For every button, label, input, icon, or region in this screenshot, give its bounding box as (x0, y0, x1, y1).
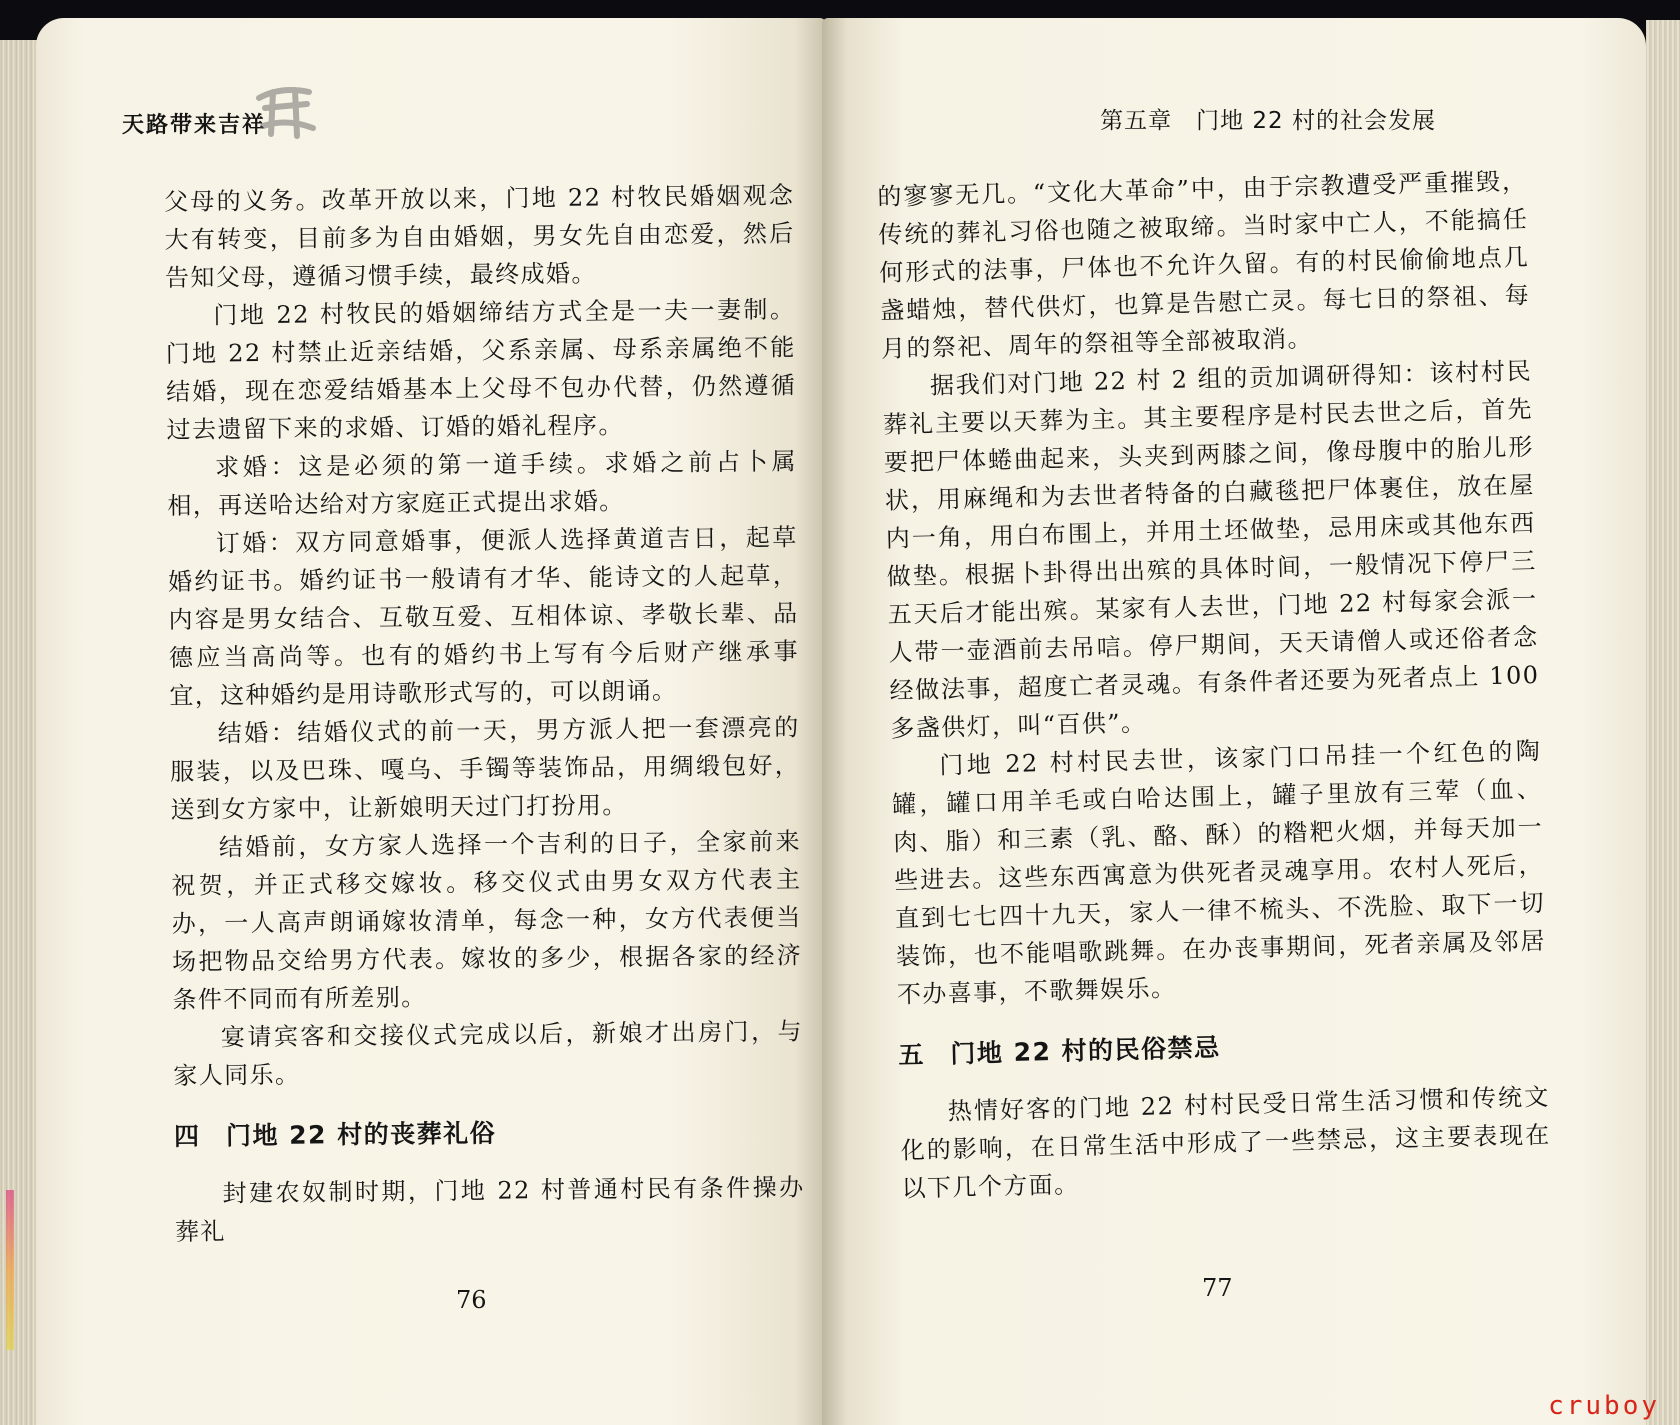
left-text-column (164, 176, 805, 1251)
page-edges-left (0, 40, 38, 1425)
paragraph: 结婚：结婚仪式的前一天，男方派人把一套漂亮的服装，以及巴珠、嘎乌、手镯等装饰品，用绸缎包好，送到女方家中，让新娘明天过门打扮用。 (170, 713, 801, 824)
section-number: 四 (173, 1121, 201, 1151)
calligraphy-logo-icon (251, 78, 321, 148)
paragraph: 热情好客的门地 22 村村民受日常生活习惯和传统文化的影响，在日常生活中形成了一些禁忌，这主要表现在以下几个方面。 (900, 1082, 1551, 1203)
paragraph: 求婚：这是必须的第一道手续。求婚之前占卜属相，再送哈达给对方家庭正式提出求婚。 (167, 447, 798, 520)
left-page (36, 18, 826, 1425)
paragraph: 门地 22 村牧民的婚姻缔结方式全是一夫一妻制。门地 22 村禁止近亲结婚，父系亲属、母系亲属绝不能结婚，现在恋爱结婚基本上父母不包办代替，仍然遵循过去遗留下来的求婚、订婚的婚礼程序。 (165, 295, 797, 444)
page-edges-right (1646, 20, 1680, 1425)
section-title: 门地 22 村的丧葬礼俗 (225, 1118, 497, 1151)
section-heading (898, 1020, 1549, 1076)
watermark: cruboy (1548, 1391, 1660, 1421)
section-number: 五 (898, 1040, 926, 1070)
paragraph: 门地 22 村村民去世，该家门口吊挂一个红色的陶罐，罐口用羊毛或白哈达围上，罐子里放有三荤（血、肉、脂）和三素（乳、酪、酥）的糌粑火烟，并每天加一些进去。这些东西寓意为供死者灵魂享用。农村人死后，直到七七四十九天，家人一律不梳头、不洗脸、取下一切装饰，也不能唱歌跳舞。在办丧事期间，死者亲属及邻居不办喜事，不歌舞娱乐。 (891, 736, 1547, 1009)
paragraph: 父母的义务。改革开放以来，门地 22 村牧民婚姻观念大有转变，目前多为自由婚姻，男女先自由恋爱，然后告知父母，遵循习惯手续，最终成婚。 (164, 181, 795, 292)
paragraph: 宴请宾客和交接仪式完成以后，新娘才出房门，与家人同乐。 (173, 1017, 804, 1090)
paragraph: 封建农奴制时期，门地 22 村普通村民有条件操办葬礼 (174, 1173, 805, 1246)
running-head-left: 天路带来吉祥 (122, 113, 267, 138)
right-page (822, 18, 1646, 1425)
running-head-right: 第五章 门地 22 村的社会发展 (1100, 108, 1436, 134)
section-title: 门地 22 村的民俗禁忌 (950, 1032, 1221, 1069)
section-heading (174, 1110, 804, 1157)
paragraph: 据我们对门地 22 村 2 组的贡加调研得知：该村村民葬礼主要以天葬为主。其主要程序是村民去世之后，首先要把尸体蜷曲起来，头夹到两膝之间，像母腹中的胎儿形状，用麻绳和为去世者特备的白藏毯把尸体裹住，放在屋内一角，用白布围上，并用土坯做垫，忌用床或其他东西做垫。根据卜卦得出出殡的具体时间，一般情况下停尸三五天后才能出殡。某家有人去世，门地 22 村每家会派一人带一壶酒前去吊唁。停尸期间，天天请僧人或还俗者念经做法事，超度亡者灵魂。有条件者还要为死者点上 100 多盏供灯，叫“百供”。 (882, 357, 1540, 743)
right-text-column (877, 162, 1552, 1208)
page-number-left: 76 (456, 1286, 487, 1314)
paragraph: 订婚：双方同意婚事，便派人选择黄道吉日，起草婚约证书。婚约证书一般请有才华、能诗文的人起草，内容是男女结合、互敬互爱、互相体谅、孝敬长辈、品德应当高尚等。也有的婚约书上写有今后财产继承事宜，这种婚约是用诗歌形式写的，可以朗诵。 (168, 523, 800, 710)
page-number-right: 77 (1202, 1274, 1233, 1302)
paragraph: 的寥寥无几。“文化大革命”中，由于宗教遭受严重摧毁，传统的葬礼习俗也随之被取缔。当时家中亡人，不能搞任何形式的法事，尸体也不允许久留。有的村民偷偷地点几盏蜡烛，替代供灯，也算是告慰亡灵。每七日的祭祖、每月的祭祀、周年的祭祖等全部被取消。 (877, 167, 1531, 363)
paragraph: 结婚前，女方家人选择一个吉利的日子，全家前来祝贺，并正式移交嫁妆。移交仪式由男女双方代表主办，一人高声朗诵嫁妆清单，每念一种，女方代表便当场把物品交给男方代表。嫁妆的多少，根据各家的经济条件不同而有所差别。 (171, 827, 803, 1014)
